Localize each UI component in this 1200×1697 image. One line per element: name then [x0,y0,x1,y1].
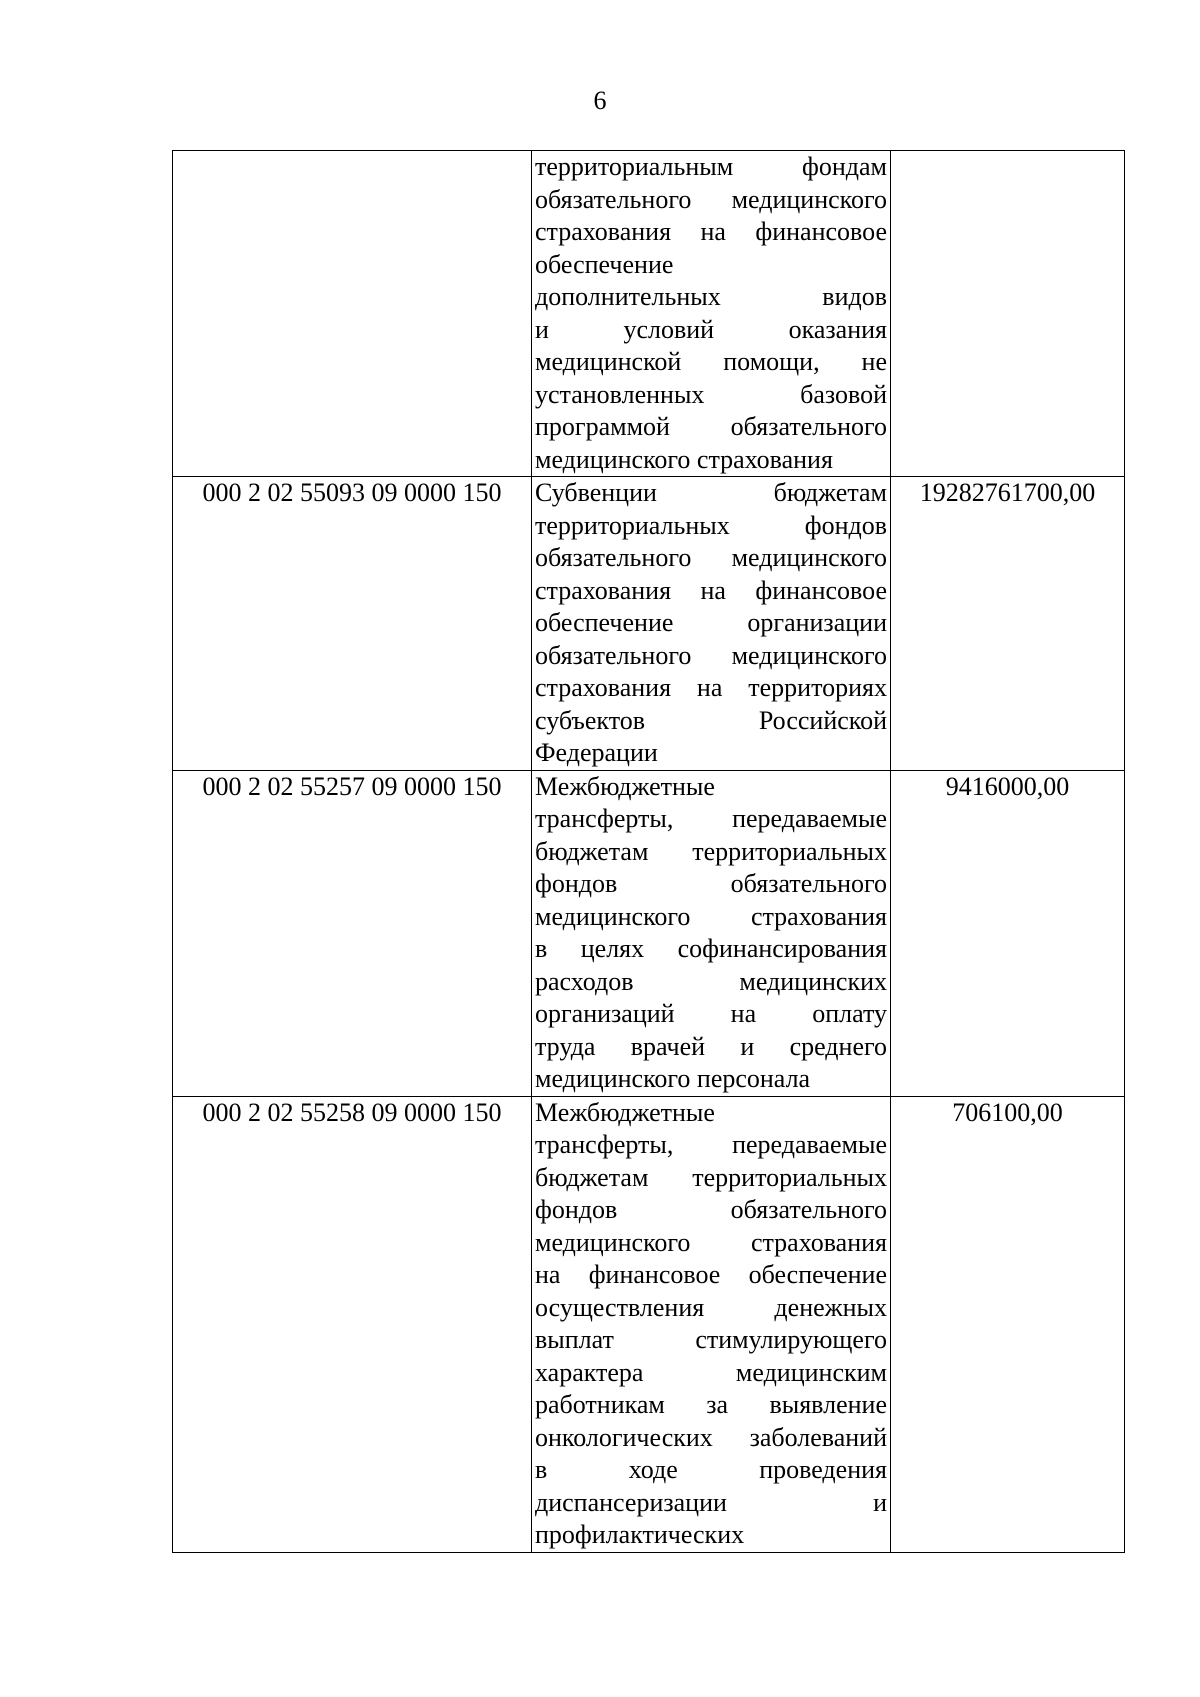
description-line: субъектов Российской [535,705,887,735]
description-line: выплат стимулирующего [535,1325,887,1354]
description-line: фондов обязательного [535,1195,887,1224]
description-line: обеспечение организации [535,608,887,637]
description-line: Межбюджетные [535,1097,715,1127]
description-line: трансферты, передаваемые [535,804,887,833]
table-row [173,477,1125,771]
description-line: характера медицинским [535,1357,887,1387]
description-line: обязательного медицинского [535,543,887,572]
description-line: и условий оказания [535,314,887,344]
budget-table [172,150,1125,1553]
description-line: медицинского персонала [535,1064,811,1093]
description-cell [532,770,891,1096]
budget-code-cell: 000 2 02 55093 09 0000 150 [173,477,532,771]
description-cell [532,151,891,477]
amount-cell: 19282761700,00 [891,477,1125,771]
description-line: в целях софинансирования [535,934,887,963]
description-line: фондов обязательного [535,869,887,898]
description-line: бюджетам территориальных [535,1162,887,1192]
amount-cell: 706100,00 [891,1096,1125,1552]
description-line: программой обязательного [535,412,887,441]
amount-cell [891,151,1125,477]
budget-code-cell [173,151,532,477]
description-line: обязательного медицинского [535,184,887,214]
table-row [173,1096,1125,1552]
description-cell [532,1096,891,1552]
description-line: территориальным фондам [535,152,887,181]
description-line: дополнительных видов [535,282,887,311]
description-line: онкологических заболеваний [535,1422,887,1452]
description-line: профилактических [535,1520,745,1549]
description-line: расходов медицинских [535,966,887,996]
description-line: страхования на территориях [535,673,887,702]
description-line: страхования на финансовое [535,575,887,605]
description-line: обеспечение [535,249,674,279]
page-number: 6 [593,86,607,115]
table-row [173,151,1125,477]
description-cell [532,477,891,771]
description-line: диспансеризации и [535,1487,887,1517]
description-line: установленных базовой [535,379,887,409]
description-line: организаций на оплату [535,999,887,1028]
description-line: медицинской помощи, не [535,347,887,376]
description-line: обязательного медицинского [535,640,887,670]
description-line: Федерации [535,738,658,767]
description-line: территориальных фондов [535,510,887,540]
table-row [173,770,1125,1096]
description-line: в ходе проведения [535,1455,887,1484]
description-line: Межбюджетные [535,771,715,801]
budget-code-cell: 000 2 02 55258 09 0000 150 [173,1096,532,1552]
description-line: трансферты, передаваемые [535,1130,887,1159]
description-line: осуществления денежных [535,1292,887,1322]
description-line: Субвенции бюджетам [535,478,887,507]
description-line: медицинского страхования [535,1227,887,1257]
description-line: медицинского страхования [535,444,833,474]
description-line: на финансовое обеспечение [535,1260,887,1289]
amount-cell: 9416000,00 [891,770,1125,1096]
description-line: бюджетам территориальных [535,836,887,866]
description-line: труда врачей и среднего [535,1031,887,1061]
description-line: страхования на финансовое [535,217,887,246]
budget-code-cell: 000 2 02 55257 09 0000 150 [173,770,532,1096]
description-line: работникам за выявление [535,1390,887,1419]
description-line: медицинского страхования [535,901,887,931]
